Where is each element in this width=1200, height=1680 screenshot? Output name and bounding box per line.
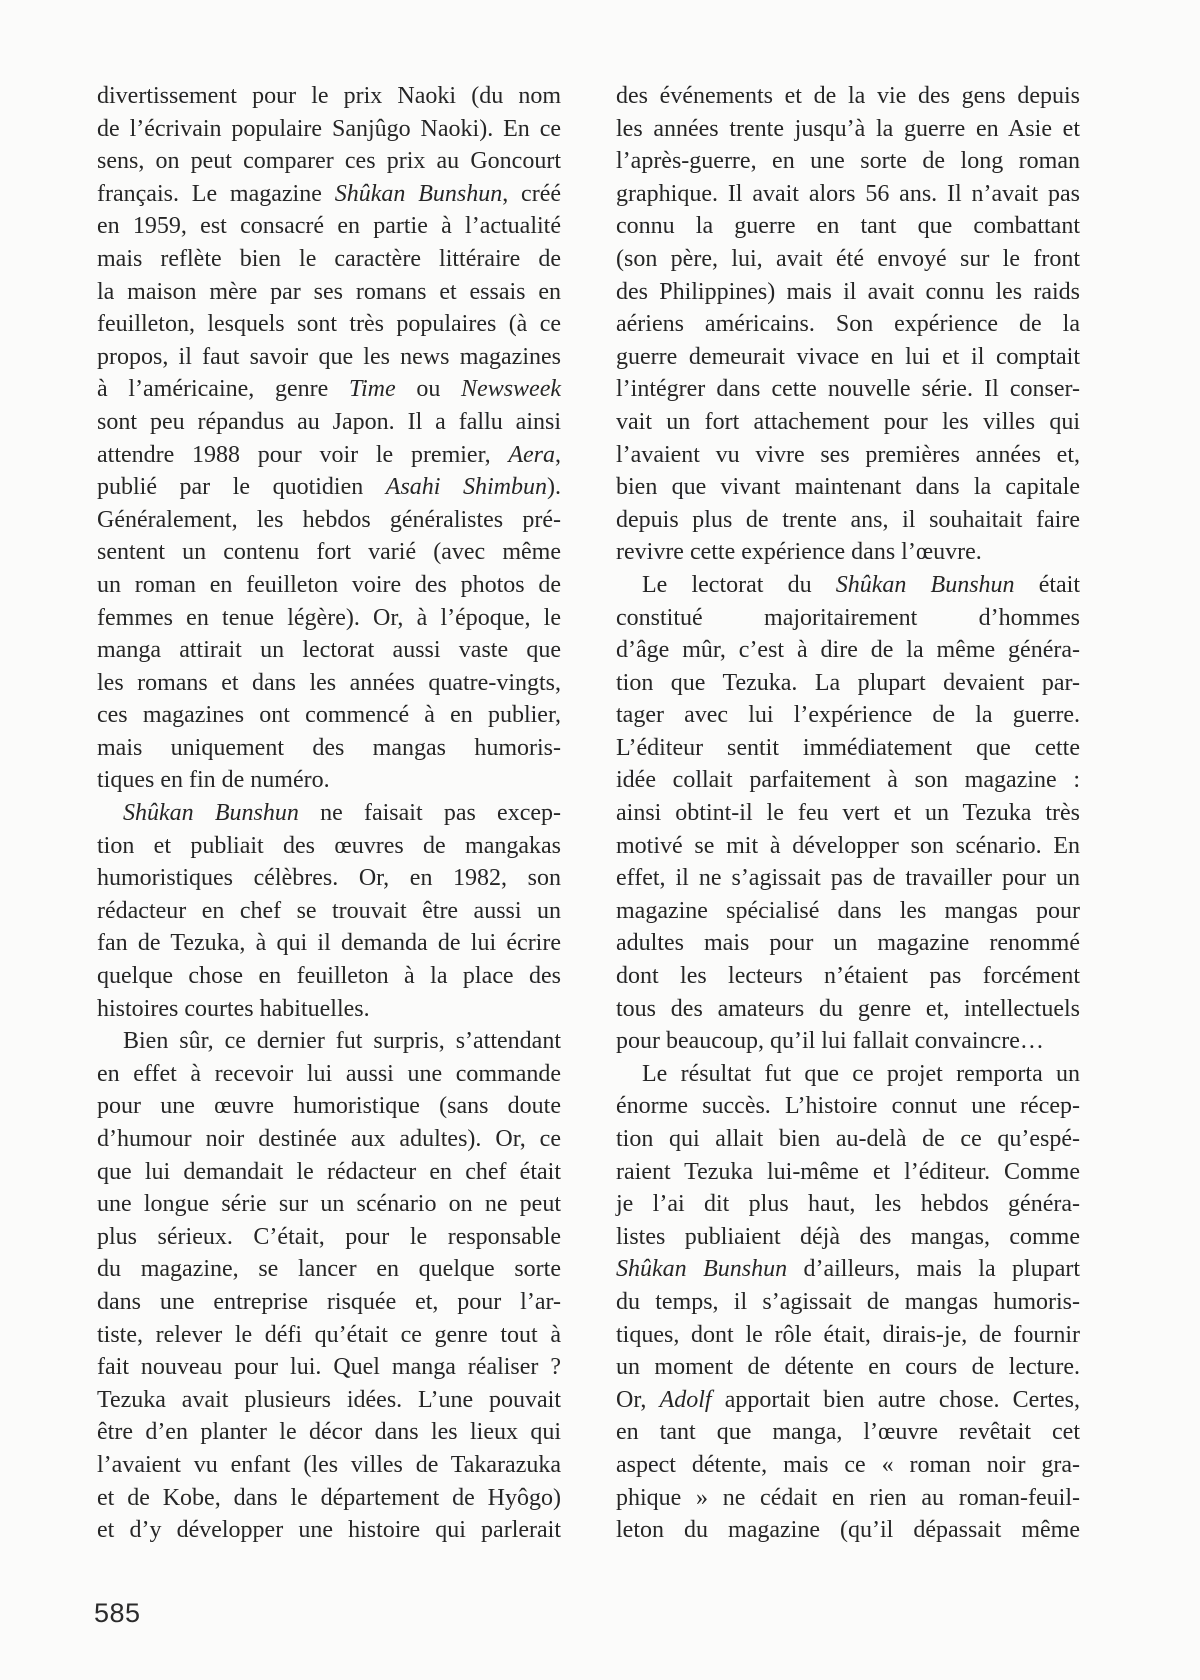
text-line: manga attirait un lectorat aussi vaste que — [97, 637, 561, 664]
text-line: de l’écrivain populaire Sanjûgo Naoki). En ce — [97, 115, 561, 142]
text-line: et d’y développer une histoire qui parlerait — [97, 1517, 561, 1544]
text-line: raient Tezuka lui-même et l’éditeur. Comme — [616, 1158, 1080, 1185]
text-line: feuilleton, lesquels sont très populaires (à ce — [97, 311, 561, 338]
text-line: être d’en planter le décor dans les lieux qui — [97, 1419, 561, 1446]
text-line: tager avec lui l’expérience de la guerre. — [616, 702, 1080, 729]
text-line: sont peu répandus au Japon. Il a fallu ainsi — [97, 408, 561, 435]
text-line: la maison mère par ses romans et essais en — [97, 278, 561, 305]
text-line: publié par le quotidien Asahi Shimbun). — [97, 474, 562, 501]
text-line: attendre 1988 pour voir le premier, Aera, — [97, 441, 561, 468]
text-line: Le lectorat du Shûkan Bunshun était — [642, 571, 1081, 598]
text-line: L’éditeur sentit immédiatement que cette — [616, 734, 1080, 761]
text-line: dont les lecteurs n’étaient pas forcément — [616, 963, 1080, 990]
text-line: Tezuka avait plusieurs idées. L’une pouvait — [97, 1386, 561, 1413]
text-line: d’âge mûr, c’est à dire de la même généra- — [616, 637, 1080, 664]
text-line: plus sérieux. C’était, pour le responsable — [97, 1223, 561, 1250]
text-line: guerre demeurait vivace en lui et il comptait — [616, 343, 1080, 370]
text-line: tiste, relever le défi qu’était ce genre tout à — [97, 1321, 561, 1348]
text-line: adultes mais pour un magazine renommé — [616, 930, 1080, 957]
text-line: Shûkan Bunshun ne faisait pas excep- — [123, 800, 561, 827]
text-line: Bien sûr, ce dernier fut surpris, s’attendant — [123, 1028, 561, 1055]
text-line: du temps, il s’agissait de mangas humoris- — [616, 1288, 1080, 1315]
text-line: à l’américaine, genre Time ou Newsweek — [97, 376, 562, 403]
text-line: d’humour noir destinée aux adultes). Or, ce — [97, 1126, 561, 1152]
text-line: que lui demandait le rédacteur en chef était — [97, 1158, 561, 1185]
text-line: propos, il faut savoir que les news magazines — [97, 343, 561, 370]
text-line: ainsi obtint-il le feu vert et un Tezuka très — [616, 800, 1080, 827]
text-line: rédacteur en chef se trouvait être aussi un — [97, 897, 561, 924]
text-column-right — [616, 80, 1080, 1547]
text-line: humoristiques célèbres. Or, en 1982, son — [97, 865, 561, 892]
text-line: mais uniquement des mangas humoris- — [97, 734, 561, 761]
text-line: sentent un contenu fort varié (avec même — [97, 539, 561, 566]
text-line: tion que Tezuka. La plupart devaient par- — [616, 669, 1080, 696]
text-line: une longue série sur un scénario on ne peut — [97, 1191, 561, 1218]
text-line: tiques en fin de numéro. — [97, 767, 330, 794]
text-line: je l’ai dit plus haut, les hebdos généra- — [616, 1191, 1080, 1218]
text-line: tous des amateurs du genre et, intellectuels — [616, 995, 1080, 1022]
text-line: un moment de détente en cours de lecture. — [616, 1354, 1080, 1381]
page-number: 585 — [94, 1598, 141, 1628]
text-line: histoires courtes habituelles. — [97, 995, 370, 1022]
text-line: connu la guerre en tant que combattant — [616, 213, 1080, 240]
text-line: graphique. Il avait alors 56 ans. Il n’avait pas — [616, 180, 1080, 207]
text-line: magazine spécialisé dans les mangas pour — [616, 897, 1080, 924]
text-line: les romans et dans les années quatre-vingts, — [97, 669, 561, 696]
text-line: Généralement, les hebdos généralistes pré- — [97, 506, 561, 533]
text-line: un roman en feuilleton voire des photos de — [97, 571, 561, 598]
text-line: des événements et de la vie des gens depuis — [616, 83, 1080, 109]
text-line: aspect détente, mais ce « roman noir gra- — [616, 1451, 1080, 1478]
text-line: l’après-guerre, en une sorte de long roman — [616, 148, 1080, 175]
text-line: aériens américains. Son expérience de la — [616, 311, 1080, 338]
text-line: quelque chose en feuilleton à la place des — [97, 963, 561, 990]
text-line: listes publiaient déjà des mangas, comme — [616, 1223, 1080, 1250]
text-line: bien que vivant maintenant dans la capitale — [616, 474, 1080, 501]
text-line: constitué majoritairement d’hommes — [616, 604, 1080, 631]
text-line: en effet à recevoir lui aussi une commande — [97, 1060, 561, 1087]
text-line: motivé se mit à développer son scénario. En — [616, 832, 1080, 859]
text-line: sens, on peut comparer ces prix au Goncourt — [97, 148, 561, 175]
text-line: Shûkan Bunshun d’ailleurs, mais la plupart — [616, 1256, 1081, 1283]
text-line: l’intégrer dans cette nouvelle série. Il conser- — [616, 376, 1080, 403]
text-line: tion et publiait des œuvres de mangakas — [97, 832, 561, 859]
text-line: femmes en tenue légère). Or, à l’époque, le — [97, 604, 561, 631]
text-line: et de Kobe, dans le département de Hyôgo) — [97, 1484, 561, 1511]
text-line: divertissement pour le prix Naoki (du nom — [97, 83, 561, 109]
text-column-left — [97, 80, 561, 1547]
text-line: français. Le magazine Shûkan Bunshun, créé — [97, 180, 562, 207]
text-line: depuis plus de trente ans, il souhaitait faire — [616, 506, 1080, 533]
text-line: pour une œuvre humoristique (sans doute — [97, 1093, 561, 1120]
text-line: tiques, dont le rôle était, dirais-je, de fournir — [616, 1321, 1080, 1348]
text-line: tion qui allait bien au-delà de ce qu’espé- — [616, 1126, 1080, 1152]
text-line: l’avaient vu enfant (les villes de Takarazuka — [97, 1451, 561, 1478]
text-line: phique » ne cédait en rien au roman-feuil- — [616, 1484, 1080, 1511]
text-line: revivre cette expérience dans l’œuvre. — [616, 539, 982, 566]
text-line: l’avaient vu vivre ses premières années et, — [616, 441, 1080, 468]
text-line: du magazine, se lancer en quelque sorte — [97, 1256, 561, 1283]
text-line: en tant que manga, l’œuvre revêtait cet — [616, 1419, 1080, 1446]
text-line: mais reflète bien le caractère littéraire de — [97, 245, 561, 272]
text-line: en 1959, est consacré en partie à l’actualité — [97, 213, 561, 240]
text-line: les années trente jusqu’à la guerre en Asie et — [616, 115, 1080, 142]
text-line: dans une entreprise risquée et, pour l’ar- — [97, 1288, 561, 1315]
text-line: vait un fort attachement pour les villes qui — [616, 408, 1080, 435]
text-line: ces magazines ont commencé à en publier, — [97, 702, 561, 729]
text-line: (son père, lui, avait été envoyé sur le front — [616, 245, 1080, 272]
text-line: des Philippines) mais il avait connu les raids — [616, 278, 1080, 305]
text-line: pour beaucoup, qu’il lui fallait convaincre… — [616, 1028, 1044, 1055]
text-line: idée collait parfaitement à son magazine : — [616, 767, 1080, 794]
text-line: Or, Adolf apportait bien autre chose. Certes, — [616, 1386, 1080, 1413]
text-line: Le résultat fut que ce projet remporta un — [642, 1060, 1080, 1087]
text-line: leton du magazine (qu’il dépassait même — [616, 1517, 1080, 1544]
text-line: fan de Tezuka, à qui il demanda de lui écrire — [97, 930, 561, 957]
text-line: énorme succès. L’histoire connut une récep- — [616, 1093, 1080, 1120]
text-line: effet, il ne s’agissait pas de travailler pour un — [616, 865, 1080, 892]
text-line: fait nouveau pour lui. Quel manga réaliser ? — [97, 1354, 561, 1381]
